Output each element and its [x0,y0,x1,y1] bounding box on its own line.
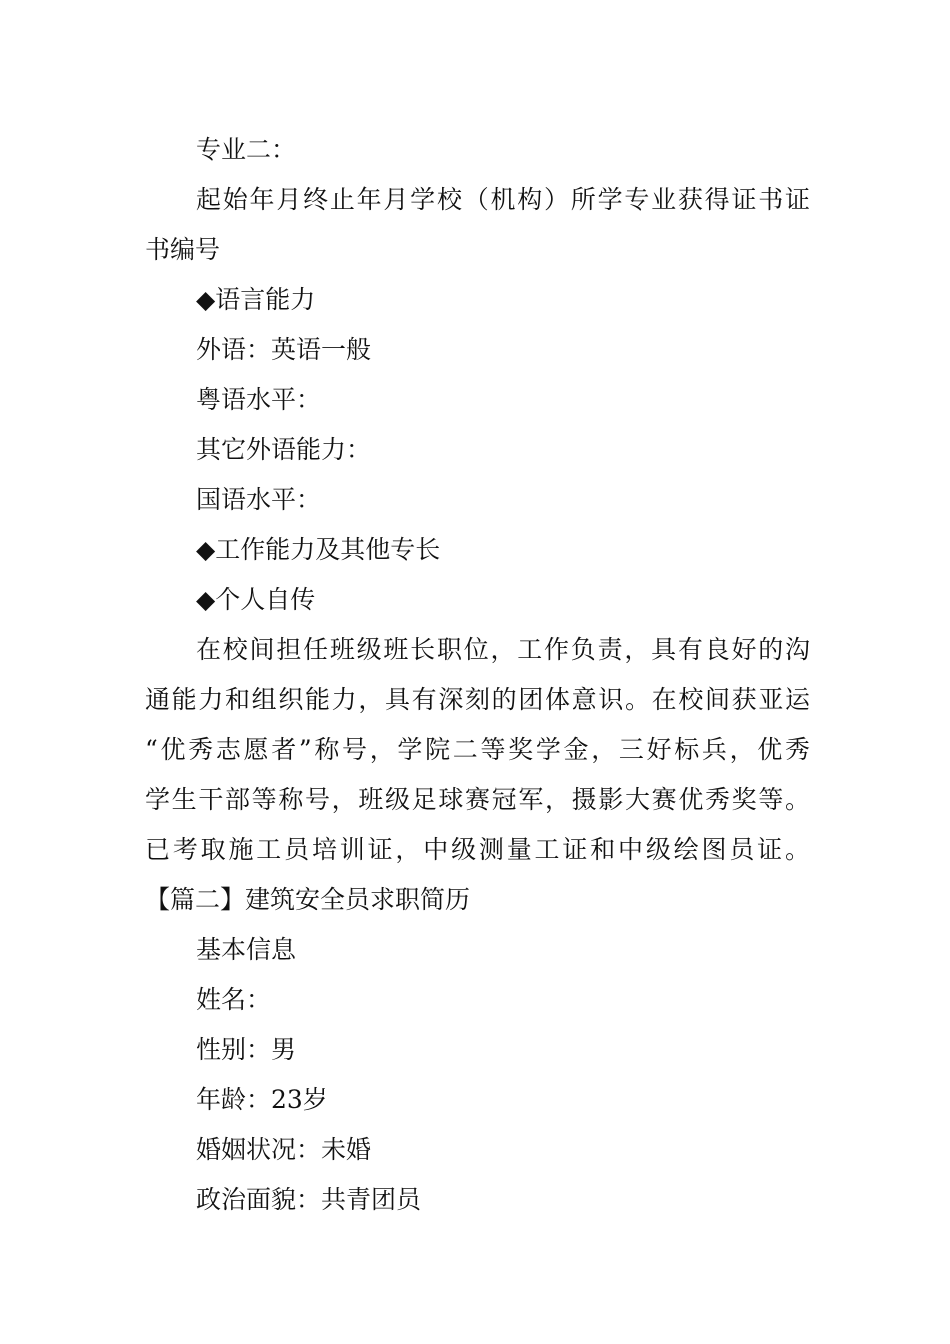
paragraph-line: 学生干部等称号，班级足球赛冠军，摄影大赛优秀奖等。 [145,785,810,814]
text-line: 婚姻状况：未婚 [196,1135,372,1164]
section-heading: 基本信息 [196,935,297,964]
text-line: 年龄：23岁 [196,1085,328,1114]
section-heading: ◆工作能力及其他专长 [196,535,441,564]
paragraph-line: 已考取施工员培训证，中级测量工证和中级绘图员证。 [145,835,810,864]
text-line: 书编号 [145,235,221,264]
paragraph-line: 在校间担任班级班长职位，工作负责，具有良好的沟 [196,635,810,664]
section-heading: ◆语言能力 [196,285,316,314]
document-body [145,125,810,1225]
text-line: 姓名： [196,985,272,1014]
paragraph-line: 通能力和组织能力，具有深刻的团体意识。在校间获亚运 [145,685,810,714]
paragraph-line: “优秀志愿者”称号，学院二等奖学金，三好标兵，优秀 [145,735,810,764]
section-heading: ◆个人自传 [196,585,316,614]
text-line: 性别：男 [196,1035,297,1064]
text-line: 政治面貌：共青团员 [196,1185,422,1214]
article-heading: 【篇二】建筑安全员求职简历 [145,885,471,914]
text-line: 起始年月终止年月学校（机构）所学专业获得证书证 [196,185,810,214]
text-line: 粤语水平： [196,385,322,414]
text-line: 国语水平： [196,485,322,514]
text-line: 其它外语能力： [196,435,372,464]
text-line: 专业二： [196,135,297,164]
text-line: 外语：英语一般 [196,335,372,364]
